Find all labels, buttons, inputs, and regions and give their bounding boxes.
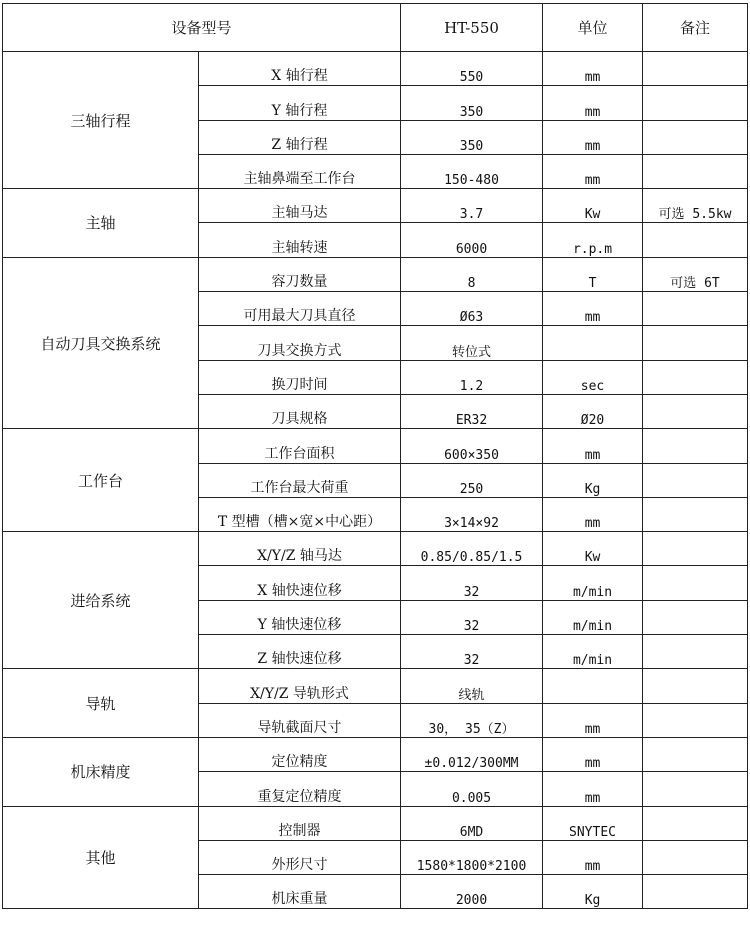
param-value: 8	[401, 257, 543, 291]
param-note	[643, 635, 748, 669]
param-note	[643, 600, 748, 634]
param-name: 刀具交换方式	[199, 326, 401, 360]
param-value: 1580*1800*2100	[401, 840, 543, 874]
param-value: Ø63	[401, 292, 543, 326]
param-unit	[543, 669, 643, 703]
param-note	[643, 703, 748, 737]
param-note	[643, 566, 748, 600]
param-name: Z 轴行程	[199, 120, 401, 154]
param-unit: Ø20	[543, 394, 643, 428]
param-value: 150-480	[401, 154, 543, 188]
table-row	[3, 532, 748, 566]
param-unit: Kg	[543, 463, 643, 497]
param-note	[643, 292, 748, 326]
param-value: 0.85/0.85/1.5	[401, 532, 543, 566]
param-value: 32	[401, 600, 543, 634]
param-unit: mm	[543, 772, 643, 806]
param-name: X 轴快速位移	[199, 566, 401, 600]
param-name: 控制器	[199, 806, 401, 840]
param-name: 定位精度	[199, 737, 401, 771]
param-name: 重复定位精度	[199, 772, 401, 806]
param-name: 机床重量	[199, 875, 401, 909]
spec-table-body	[3, 4, 748, 909]
param-unit: mm	[543, 840, 643, 874]
param-note	[643, 154, 748, 188]
param-value: 转位式	[401, 326, 543, 360]
param-note	[643, 429, 748, 463]
param-note	[643, 120, 748, 154]
header-unit: 单位	[543, 4, 643, 52]
param-name: Y 轴行程	[199, 86, 401, 120]
param-unit: mm	[543, 737, 643, 771]
param-value: 350	[401, 86, 543, 120]
param-name: Y 轴快速位移	[199, 600, 401, 634]
param-name: 导轨截面尺寸	[199, 703, 401, 737]
param-unit: mm	[543, 86, 643, 120]
param-value: 1.2	[401, 360, 543, 394]
param-note	[643, 223, 748, 257]
param-value: 550	[401, 52, 543, 86]
group-name: 主轴	[3, 189, 199, 258]
param-name: T 型槽（槽×宽×中心距）	[199, 497, 401, 531]
spec-table	[2, 3, 748, 909]
table-header-row	[3, 4, 748, 52]
group-name: 其他	[3, 806, 199, 909]
param-note	[643, 86, 748, 120]
param-unit: mm	[543, 703, 643, 737]
param-value: 3×14×92	[401, 497, 543, 531]
param-unit: sec	[543, 360, 643, 394]
param-value: ER32	[401, 394, 543, 428]
table-row	[3, 52, 748, 86]
param-value: 250	[401, 463, 543, 497]
param-unit: mm	[543, 429, 643, 463]
param-name: 工作台面积	[199, 429, 401, 463]
group-name: 三轴行程	[3, 52, 199, 189]
table-row	[3, 257, 748, 291]
param-value: 32	[401, 635, 543, 669]
param-name: X/Y/Z 轴马达	[199, 532, 401, 566]
param-note	[643, 326, 748, 360]
param-note	[643, 394, 748, 428]
param-unit: mm	[543, 154, 643, 188]
param-unit: r.p.m	[543, 223, 643, 257]
param-unit: mm	[543, 120, 643, 154]
param-unit: Kw	[543, 532, 643, 566]
param-note	[643, 497, 748, 531]
param-value: ±0.012/300MM	[401, 737, 543, 771]
header-model-value: HT-550	[401, 4, 543, 52]
param-note	[643, 532, 748, 566]
param-value: 0.005	[401, 772, 543, 806]
param-name: 主轴马达	[199, 189, 401, 223]
param-note: 可选 5.5kw	[643, 189, 748, 223]
param-name: 工作台最大荷重	[199, 463, 401, 497]
param-value: 线轨	[401, 669, 543, 703]
param-note	[643, 806, 748, 840]
param-note	[643, 840, 748, 874]
param-note	[643, 463, 748, 497]
param-unit: m/min	[543, 566, 643, 600]
param-note	[643, 360, 748, 394]
param-unit: T	[543, 257, 643, 291]
param-name: Z 轴快速位移	[199, 635, 401, 669]
param-value: 600×350	[401, 429, 543, 463]
param-value: 6000	[401, 223, 543, 257]
param-unit: Kg	[543, 875, 643, 909]
group-name: 导轨	[3, 669, 199, 738]
param-name: 刀具规格	[199, 394, 401, 428]
param-unit	[543, 326, 643, 360]
param-note	[643, 669, 748, 703]
param-name: 主轴鼻端至工作台	[199, 154, 401, 188]
table-row	[3, 189, 748, 223]
param-name: 主轴转速	[199, 223, 401, 257]
param-note	[643, 52, 748, 86]
header-note: 备注	[643, 4, 748, 52]
param-name: 可用最大刀具直径	[199, 292, 401, 326]
param-unit: mm	[543, 497, 643, 531]
group-name: 工作台	[3, 429, 199, 532]
header-model-label: 设备型号	[3, 4, 401, 52]
param-unit: mm	[543, 52, 643, 86]
param-name: X/Y/Z 导轨形式	[199, 669, 401, 703]
group-name: 自动刀具交换系统	[3, 257, 199, 428]
group-name: 进给系统	[3, 532, 199, 669]
param-value: 350	[401, 120, 543, 154]
table-row	[3, 737, 748, 771]
param-unit: m/min	[543, 635, 643, 669]
table-row	[3, 429, 748, 463]
param-name: 换刀时间	[199, 360, 401, 394]
table-row	[3, 669, 748, 703]
param-unit: m/min	[543, 600, 643, 634]
param-unit: mm	[543, 292, 643, 326]
param-name: X 轴行程	[199, 52, 401, 86]
param-note	[643, 875, 748, 909]
param-note	[643, 737, 748, 771]
param-value: 32	[401, 566, 543, 600]
group-name: 机床精度	[3, 737, 199, 806]
table-row	[3, 806, 748, 840]
param-name: 外形尺寸	[199, 840, 401, 874]
param-unit: Kw	[543, 189, 643, 223]
param-value: 6MD	[401, 806, 543, 840]
param-unit: SNYTEC	[543, 806, 643, 840]
param-value: 2000	[401, 875, 543, 909]
param-note: 可选 6T	[643, 257, 748, 291]
param-name: 容刀数量	[199, 257, 401, 291]
param-value: 30， 35（Z）	[401, 703, 543, 737]
param-note	[643, 772, 748, 806]
param-value: 3.7	[401, 189, 543, 223]
